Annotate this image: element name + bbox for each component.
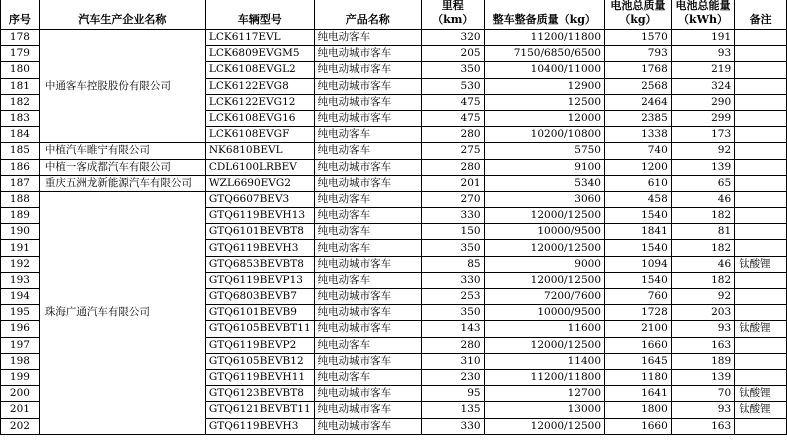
cell-product: 纯电动客车 [314,240,421,256]
cell-remark: 钛酸锂 [735,402,787,418]
cell-remark [735,175,787,191]
cell-battery-energy: 173 [671,127,734,143]
cell-product: 纯电动客车 [314,30,421,46]
cell-no: 194 [1,289,40,305]
cell-battery-energy: 139 [671,159,734,175]
cell-remark [735,337,787,353]
cell-manufacturer: 重庆五洲龙新能源汽车有限公司 [39,175,205,191]
cell-manufacturer: 中植汽车睢宁有限公司 [39,143,205,159]
cell-range: 475 [421,110,484,126]
cell-range: 530 [421,78,484,94]
cell-no: 193 [1,272,40,288]
cell-no: 195 [1,305,40,321]
cell-mass: 5750 [484,143,604,159]
cell-product: 纯电动城市客车 [314,94,421,110]
cell-remark [735,127,787,143]
cell-remark [735,191,787,207]
cell-range: 475 [421,94,484,110]
cell-model: GTQ6803BEVB7 [205,289,314,305]
header-model: 车辆型号 [205,0,314,30]
cell-no: 187 [1,175,40,191]
cell-no: 200 [1,386,40,402]
cell-battery-energy: 163 [671,337,734,353]
cell-battery-energy: 182 [671,240,734,256]
cell-battery-mass: 458 [605,191,672,207]
cell-range: 310 [421,353,484,369]
cell-no: 196 [1,321,40,337]
cell-mass: 7200/7600 [484,289,604,305]
cell-battery-energy: 92 [671,289,734,305]
cell-mass: 5340 [484,175,604,191]
cell-battery-mass: 610 [605,175,672,191]
cell-range: 230 [421,369,484,385]
cell-range: 320 [421,30,484,46]
cell-remark: 钛酸锂 [735,321,787,337]
cell-product: 纯电动城市客车 [314,256,421,272]
header-manufacturer: 汽车生产企业名称 [39,0,205,30]
cell-range: 350 [421,240,484,256]
table-row [1,191,787,207]
cell-product: 纯电动城市客车 [314,78,421,94]
table-row [1,175,787,191]
cell-battery-energy: 93 [671,46,734,62]
cell-mass: 10400/11000 [484,62,604,78]
header-no: 序号 [1,0,40,30]
cell-battery-mass: 1841 [605,224,672,240]
cell-model: LCK6122EVG12 [205,94,314,110]
cell-remark [735,224,787,240]
cell-mass: 12000/12500 [484,272,604,288]
cell-model: NK6810BEVL [205,143,314,159]
cell-battery-energy: 46 [671,256,734,272]
cell-no: 198 [1,353,40,369]
cell-mass: 10000/9500 [484,305,604,321]
cell-model: LCK6108EVG16 [205,110,314,126]
cell-remark [735,289,787,305]
cell-mass: 13000 [484,402,604,418]
cell-battery-mass: 1641 [605,386,672,402]
cell-mass: 3060 [484,191,604,207]
cell-model: GTQ6101BEVBT8 [205,224,314,240]
cell-battery-energy: 93 [671,402,734,418]
header-range: 里程（km） [421,0,484,30]
cell-battery-mass: 1338 [605,127,672,143]
cell-range: 85 [421,256,484,272]
cell-product: 纯电动城市客车 [314,110,421,126]
cell-no: 190 [1,224,40,240]
cell-model: GTQ6119BEVH3 [205,418,314,434]
cell-range: 330 [421,418,484,434]
cell-no: 180 [1,62,40,78]
cell-model: CDL6100LRBEV [205,159,314,175]
cell-model: LCK6108EVGL2 [205,62,314,78]
cell-range: 253 [421,289,484,305]
header-row [1,0,787,30]
cell-battery-energy: 189 [671,353,734,369]
cell-product: 纯电动客车 [314,337,421,353]
cell-battery-mass: 1728 [605,305,672,321]
cell-battery-energy: 182 [671,272,734,288]
cell-mass: 9000 [484,256,604,272]
header-mass: 整车整备质量（kg） [484,0,604,30]
cell-model: LCK6117EVL [205,30,314,46]
cell-manufacturer: 中植一客成都汽车有限公司 [39,159,205,175]
cell-model: WZL6690EVG2 [205,175,314,191]
cell-product: 纯电动城市客车 [314,46,421,62]
cell-product: 纯电动客车 [314,208,421,224]
cell-remark [735,30,787,46]
cell-mass: 10200/10800 [484,127,604,143]
table-row [1,143,787,159]
cell-product: 纯电动城市客车 [314,159,421,175]
cell-mass: 12000 [484,110,604,126]
cell-no: 182 [1,94,40,110]
cell-battery-mass: 1660 [605,337,672,353]
cell-battery-mass: 1800 [605,402,672,418]
cell-no: 178 [1,30,40,46]
cell-model: GTQ6119BEVP2 [205,337,314,353]
cell-mass: 12000/12500 [484,240,604,256]
header-battery-energy: 电池总能量（kWh） [671,0,734,30]
cell-range: 275 [421,143,484,159]
cell-product: 纯电动城市客车 [314,321,421,337]
cell-no: 202 [1,418,40,434]
cell-range: 330 [421,208,484,224]
cell-model: GTQ6101BEVB9 [205,305,314,321]
header-product: 产品名称 [314,0,421,30]
table-row [1,30,787,46]
cell-battery-mass: 740 [605,143,672,159]
cell-no: 192 [1,256,40,272]
cell-model: GTQ6121BEVBT11 [205,402,314,418]
cell-model: GTQ6123BEVBT8 [205,386,314,402]
cell-product: 纯电动客车 [314,369,421,385]
cell-no: 181 [1,78,40,94]
cell-battery-mass: 1094 [605,256,672,272]
cell-product: 纯电动城市客车 [314,386,421,402]
cell-mass: 11400 [484,353,604,369]
cell-battery-mass: 793 [605,46,672,62]
cell-product: 纯电动城市客车 [314,62,421,78]
cell-battery-mass: 1540 [605,272,672,288]
cell-battery-energy: 219 [671,62,734,78]
cell-product: 纯电动城市客车 [314,305,421,321]
cell-range: 150 [421,224,484,240]
cell-model: GTQ6119BEVP13 [205,272,314,288]
cell-range: 350 [421,305,484,321]
cell-battery-energy: 65 [671,175,734,191]
cell-no: 179 [1,46,40,62]
cell-battery-energy: 70 [671,386,734,402]
header-remark: 备注 [735,0,787,30]
cell-product: 纯电动城市客车 [314,418,421,434]
cell-mass: 11200/11800 [484,30,604,46]
cell-battery-energy: 299 [671,110,734,126]
cell-battery-mass: 1200 [605,159,672,175]
cell-range: 201 [421,175,484,191]
cell-battery-energy: 191 [671,30,734,46]
cell-remark [735,78,787,94]
cell-remark [735,143,787,159]
cell-product: 纯电动客车 [314,272,421,288]
cell-battery-mass: 2568 [605,78,672,94]
cell-no: 201 [1,402,40,418]
cell-product: 纯电动城市客车 [314,353,421,369]
cell-range: 95 [421,386,484,402]
cell-product: 纯电动客车 [314,191,421,207]
cell-remark [735,305,787,321]
cell-no: 185 [1,143,40,159]
cell-battery-mass: 1768 [605,62,672,78]
cell-battery-energy: 163 [671,418,734,434]
cell-battery-mass: 1540 [605,208,672,224]
cell-battery-mass: 1660 [605,418,672,434]
cell-range: 330 [421,272,484,288]
cell-remark [735,240,787,256]
cell-model: GTQ6105BEVBT11 [205,321,314,337]
cell-no: 189 [1,208,40,224]
cell-range: 205 [421,46,484,62]
cell-remark [735,159,787,175]
cell-model: LCK6108EVGF [205,127,314,143]
cell-no: 183 [1,110,40,126]
cell-model: GTQ6105BEVB12 [205,353,314,369]
cell-battery-energy: 46 [671,191,734,207]
cell-product: 纯电动城市客车 [314,402,421,418]
cell-mass: 12000/12500 [484,337,604,353]
cell-range: 270 [421,191,484,207]
cell-mass: 10000/9500 [484,224,604,240]
cell-battery-mass: 1540 [605,240,672,256]
cell-remark [735,418,787,434]
cell-remark: 钛酸锂 [735,256,787,272]
cell-manufacturer: 珠海广通汽车有限公司 [39,191,205,434]
cell-battery-energy: 182 [671,208,734,224]
cell-remark [735,94,787,110]
cell-battery-energy: 93 [671,321,734,337]
cell-mass: 7150/6850/6500 [484,46,604,62]
cell-model: GTQ6607BEV3 [205,191,314,207]
cell-mass: 11600 [484,321,604,337]
cell-product: 纯电动城市客车 [314,175,421,191]
cell-mass: 12700 [484,386,604,402]
cell-remark [735,62,787,78]
cell-battery-mass: 760 [605,289,672,305]
cell-product: 纯电动客车 [314,127,421,143]
cell-battery-energy: 290 [671,94,734,110]
cell-product: 纯电动城市客车 [314,289,421,305]
cell-range: 280 [421,337,484,353]
cell-mass: 12900 [484,78,604,94]
cell-model: LCK6809EVGM5 [205,46,314,62]
cell-battery-energy: 92 [671,143,734,159]
cell-mass: 12000/12500 [484,208,604,224]
cell-no: 191 [1,240,40,256]
cell-remark: 钛酸锂 [735,386,787,402]
cell-remark [735,369,787,385]
cell-manufacturer: 中通客车控股股份有限公司 [39,30,205,143]
cell-battery-energy: 81 [671,224,734,240]
cell-remark [735,353,787,369]
cell-remark [735,208,787,224]
cell-range: 280 [421,127,484,143]
cell-no: 184 [1,127,40,143]
cell-no: 188 [1,191,40,207]
cell-mass: 9100 [484,159,604,175]
cell-battery-mass: 1645 [605,353,672,369]
cell-range: 350 [421,62,484,78]
cell-remark [735,272,787,288]
cell-battery-energy: 139 [671,369,734,385]
cell-battery-mass: 2100 [605,321,672,337]
cell-product: 纯电动客车 [314,143,421,159]
cell-battery-mass: 1180 [605,369,672,385]
cell-battery-energy: 203 [671,305,734,321]
cell-range: 143 [421,321,484,337]
cell-model: GTQ6119BEVH13 [205,208,314,224]
cell-range: 135 [421,402,484,418]
cell-battery-mass: 2385 [605,110,672,126]
cell-model: GTQ6853BEVBT8 [205,256,314,272]
cell-battery-energy: 324 [671,78,734,94]
cell-model: LCK6122EVG8 [205,78,314,94]
cell-range: 280 [421,159,484,175]
cell-mass: 11200/11800 [484,369,604,385]
cell-no: 197 [1,337,40,353]
cell-mass: 12500 [484,94,604,110]
cell-mass: 12000/12500 [484,418,604,434]
cell-battery-mass: 2464 [605,94,672,110]
cell-product: 纯电动客车 [314,224,421,240]
table-body [1,30,787,435]
cell-model: GTQ6119BEVH11 [205,369,314,385]
cell-model: GTQ6119BEVH3 [205,240,314,256]
cell-no: 186 [1,159,40,175]
cell-remark [735,46,787,62]
cell-battery-mass: 1570 [605,30,672,46]
cell-no: 199 [1,369,40,385]
header-battery-mass: 电池总质量（kg） [605,0,672,30]
cell-remark [735,110,787,126]
table-row [1,159,787,175]
